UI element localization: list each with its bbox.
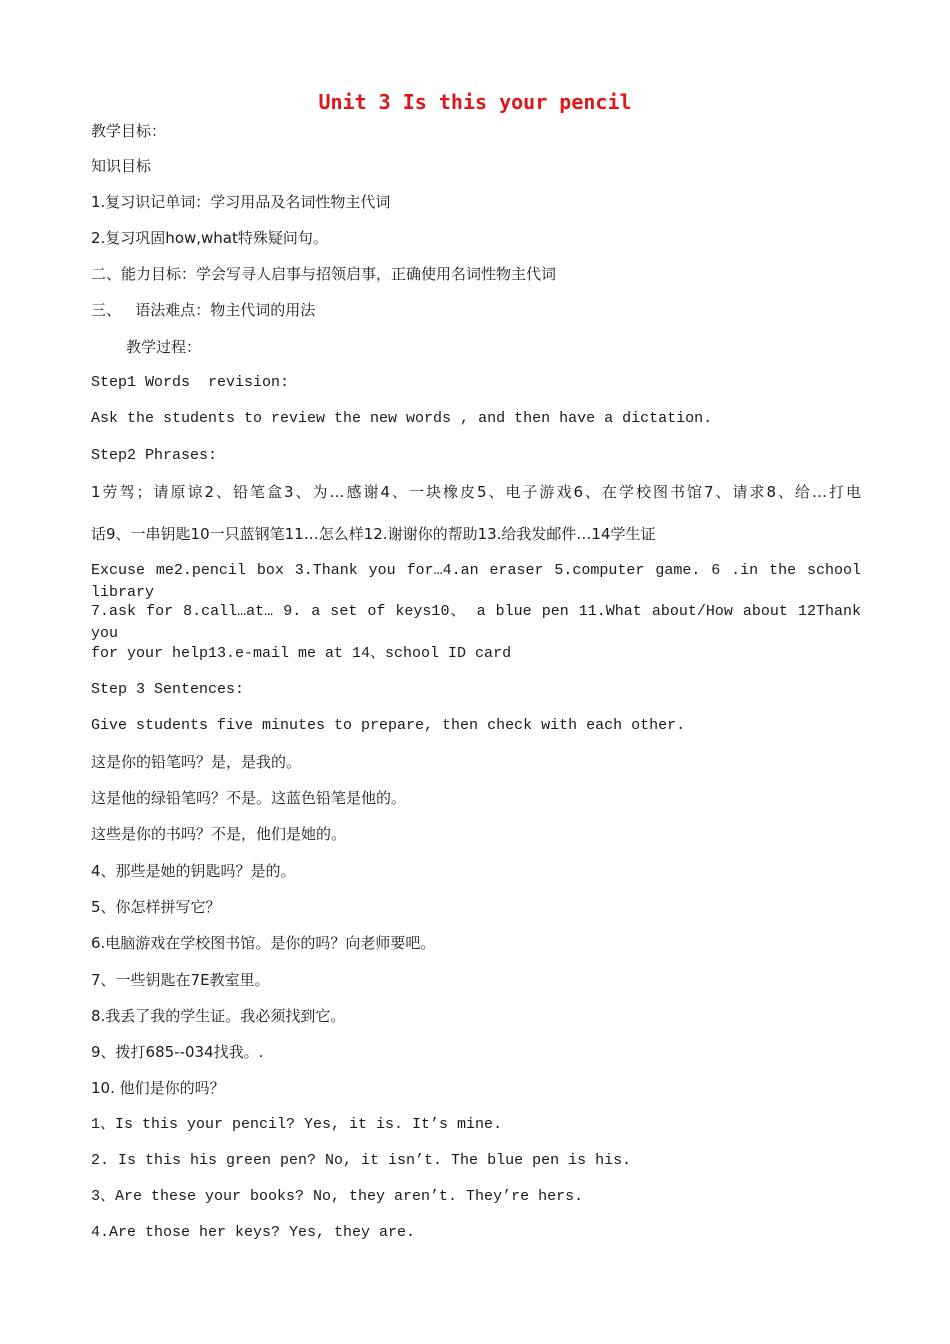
text-line: for your help13.e-mail me at 14、school ID card xyxy=(91,645,512,662)
text-line: 1劳驾；请原谅2、铅笔盒3、为…感谢4、一块橡皮5、电子游戏6、在学校图书馆7、请求8、给…打电 xyxy=(91,483,861,501)
text-line: 8.我丢了我的学生证。我必须找到它。 xyxy=(91,1007,346,1025)
text-line: 2. Is this his green pen? No, it isn’t. The blue pen is his. xyxy=(91,1152,632,1169)
text-line: 10. 他们是你的吗？ xyxy=(91,1079,225,1097)
text-line: 2.复习巩固how,what特殊疑问句。 xyxy=(91,229,328,247)
text-line: 1、Is this your pencil? Yes, it is. It’s mine. xyxy=(91,1116,503,1133)
text-line: Give students five minutes to prepare, then check with each other. xyxy=(91,717,686,734)
text-line: Step2 Phrases: xyxy=(91,447,218,464)
text-line: 话9、一串钥匙10一只蓝钢笔11…怎么样12.谢谢你的帮助13.给我发邮件…14学生证 xyxy=(91,525,656,543)
text-line: 5、你怎样拼写它？ xyxy=(91,898,221,916)
text-line: 4.Are those her keys? Yes, they are. xyxy=(91,1224,416,1241)
text-line: 这是他的绿铅笔吗？不是。这蓝色铅笔是他的。 xyxy=(91,789,407,807)
text-line: 4、那些是她的钥匙吗？是的。 xyxy=(91,862,296,880)
text-line: 7.ask for 8.call…at… 9. a set of keys10、 a blue pen 11.What about/How about 12Thank you xyxy=(91,603,861,642)
text-line: 7、一些钥匙在7E教室里。 xyxy=(91,971,270,989)
text-line: 教学过程： xyxy=(126,338,202,356)
text-line: Ask the students to review the new words , and then have a dictation. xyxy=(91,410,713,427)
text-line: 这是你的铅笔吗？是，是我的。 xyxy=(91,753,302,771)
text-line: 3、Are these your books? No, they aren’t. They’re hers. xyxy=(91,1188,584,1205)
text-line: 二、能力目标：学会写寻人启事与招领启事，正确使用名词性物主代词 xyxy=(91,265,557,283)
text-line: 6.电脑游戏在学校图书馆。是你的吗？向老师要吧。 xyxy=(91,934,436,952)
text-line: 9、拨打685--034找我。. xyxy=(91,1043,264,1061)
text-line: 教学目标： xyxy=(91,122,167,140)
text-line: 这些是你的书吗？不是，他们是她的。 xyxy=(91,825,347,843)
text-line: 三、 语法难点：物主代词的用法 xyxy=(91,301,316,319)
text-line: Excuse me2.pencil box 3.Thank you for…4.an eraser 5.computer game. 6 .in the school library xyxy=(91,562,861,601)
text-line: 知识目标 xyxy=(91,157,152,175)
text-line: Step 3 Sentences: xyxy=(91,681,245,698)
text-line: Step1 Words revision: xyxy=(91,374,290,391)
document-title: Unit 3 Is this your pencil xyxy=(318,90,632,114)
text-line: 1.复习识记单词：学习用品及名词性物主代词 xyxy=(91,193,391,211)
